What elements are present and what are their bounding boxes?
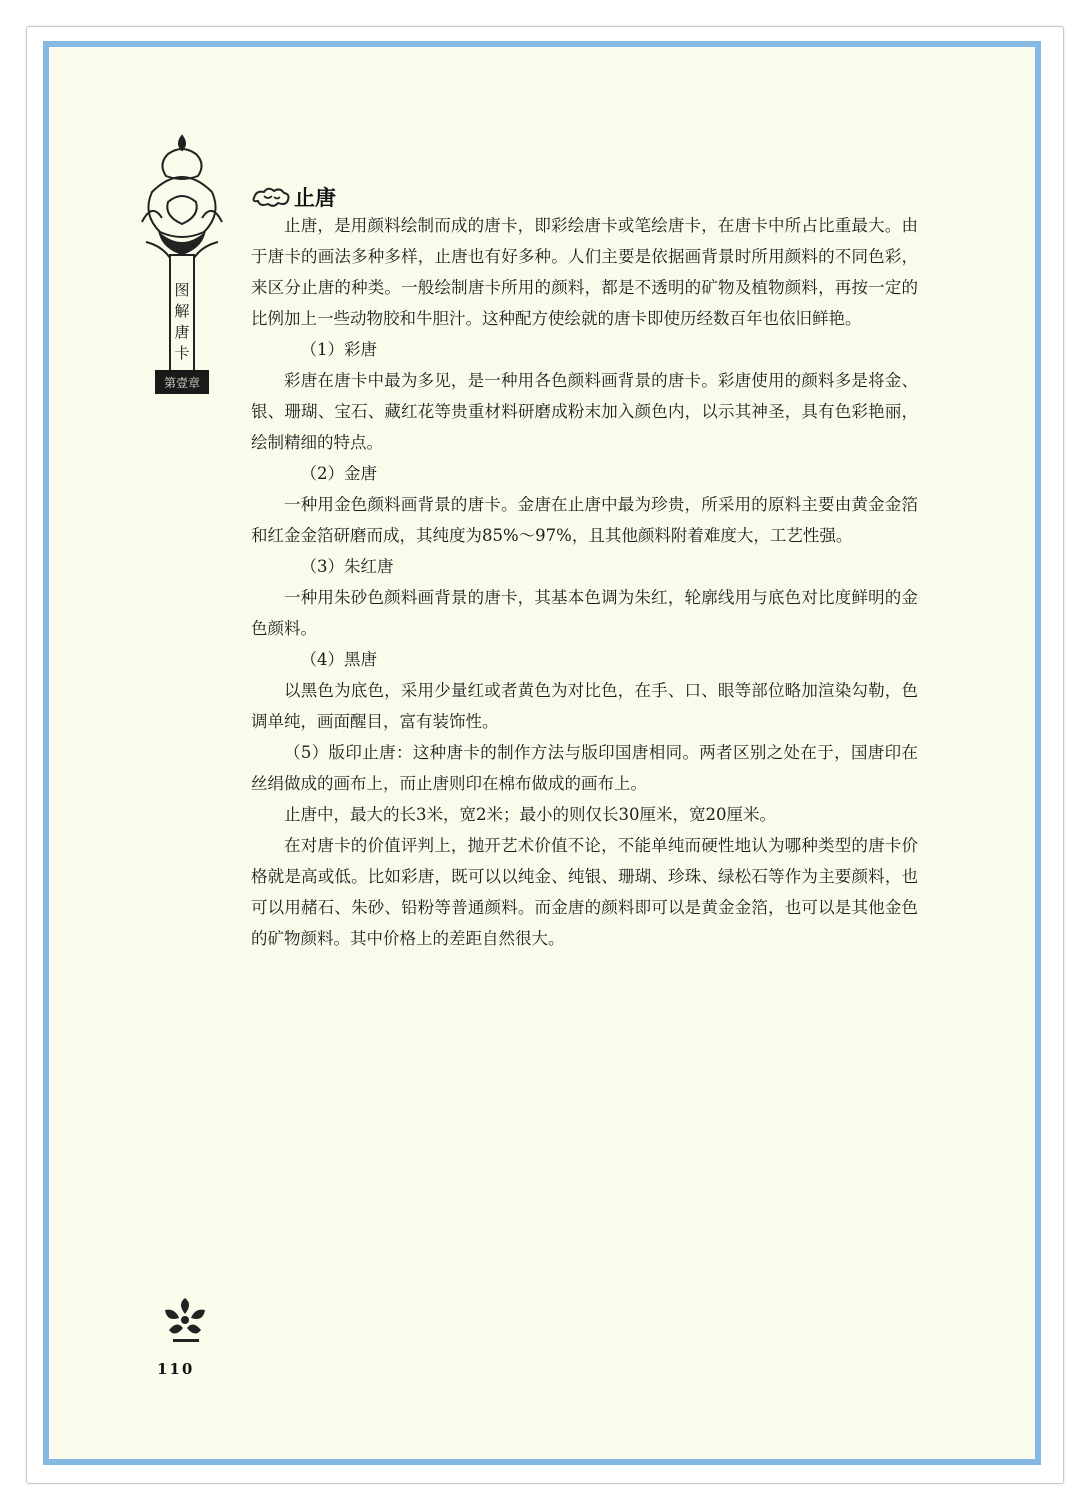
section-heading: [250, 182, 336, 212]
paragraph: 止唐中，最大的长3米，宽2米；最小的则仅长30厘米，宽20厘米。: [284, 805, 776, 824]
chapter-tag: 第壹章: [155, 370, 209, 394]
subheading: （1）彩唐: [300, 340, 377, 359]
side-title-text: 图解唐卡: [172, 282, 191, 366]
subheading: （4）黑唐: [300, 650, 377, 669]
paragraph: 一种用朱砂色颜料画背景的唐卡，其基本色调为朱红，轮廓线用与底色对比度鲜明的金色颜料。: [251, 588, 918, 638]
subheading: （2）金唐: [300, 464, 377, 483]
paragraph: 以黑色为底色，采用少量红或者黄色为对比色，在手、口、眼等部位略加渲染勾勒，色调单纯，画面醒目，富有装饰性。: [251, 681, 918, 731]
flower-ornament-icon: [161, 1294, 209, 1344]
body-text: [251, 210, 918, 954]
page-frame: [43, 41, 1041, 1465]
paragraph: 在对唐卡的价值评判上，抛开艺术价值不论，不能单纯而硬性地认为哪种类型的唐卡价格就是高或低。比如彩唐，既可以以纯金、纯银、珊瑚、珍珠、绿松石等作为主要颜料，也可以用赭石、朱砂、铅粉等普通颜料。而金唐的颜料即可以是黄金金箔，也可以是其他金色的矿物颜料。其中价格上的差距自然很大。: [251, 836, 918, 948]
paragraph: 一种用金色颜料画背景的唐卡。金唐在止唐中最为珍贵，所采用的原料主要由黄金金箔和红金金箔研磨而成，其纯度为85%～97%，且其他颜料附着难度大，工艺性强。: [251, 495, 918, 545]
paragraph: 止唐，是用颜料绘制而成的唐卡，即彩绘唐卡或笔绘唐卡，在唐卡中所占比重最大。由于唐卡的画法多种多样，止唐也有好多种。人们主要是依据画背景时所用颜料的不同色彩，来区分止唐的种类。一般绘制唐卡所用的颜料，都是不透明的矿物及植物颜料，再按一定的比例加上一些动物胶和牛胆汁。这种配方使绘就的唐卡即使历经数百年也依旧鲜艳。: [251, 216, 918, 328]
subheading: （3）朱红唐: [300, 557, 394, 576]
paper: [49, 47, 1035, 1459]
page-number: 110: [157, 1360, 195, 1378]
paragraph: （5）版印止唐：这种唐卡的制作方法与版印国唐相同。两者区别之处在于，国唐印在丝绢做成的画布上，而止唐则印在棉布做成的画布上。: [251, 743, 918, 793]
section-title: 止唐: [294, 186, 336, 210]
paragraph: 彩唐在唐卡中最为多见，是一种用各色颜料画背景的唐卡。彩唐使用的颜料多是将金、银、珊瑚、宝石、藏红花等贵重材料研磨成粉末加入颜色内，以示其神圣，具有色彩艳丽，绘制精细的特点。: [251, 371, 918, 452]
cloud-ornament-icon: [250, 186, 292, 208]
